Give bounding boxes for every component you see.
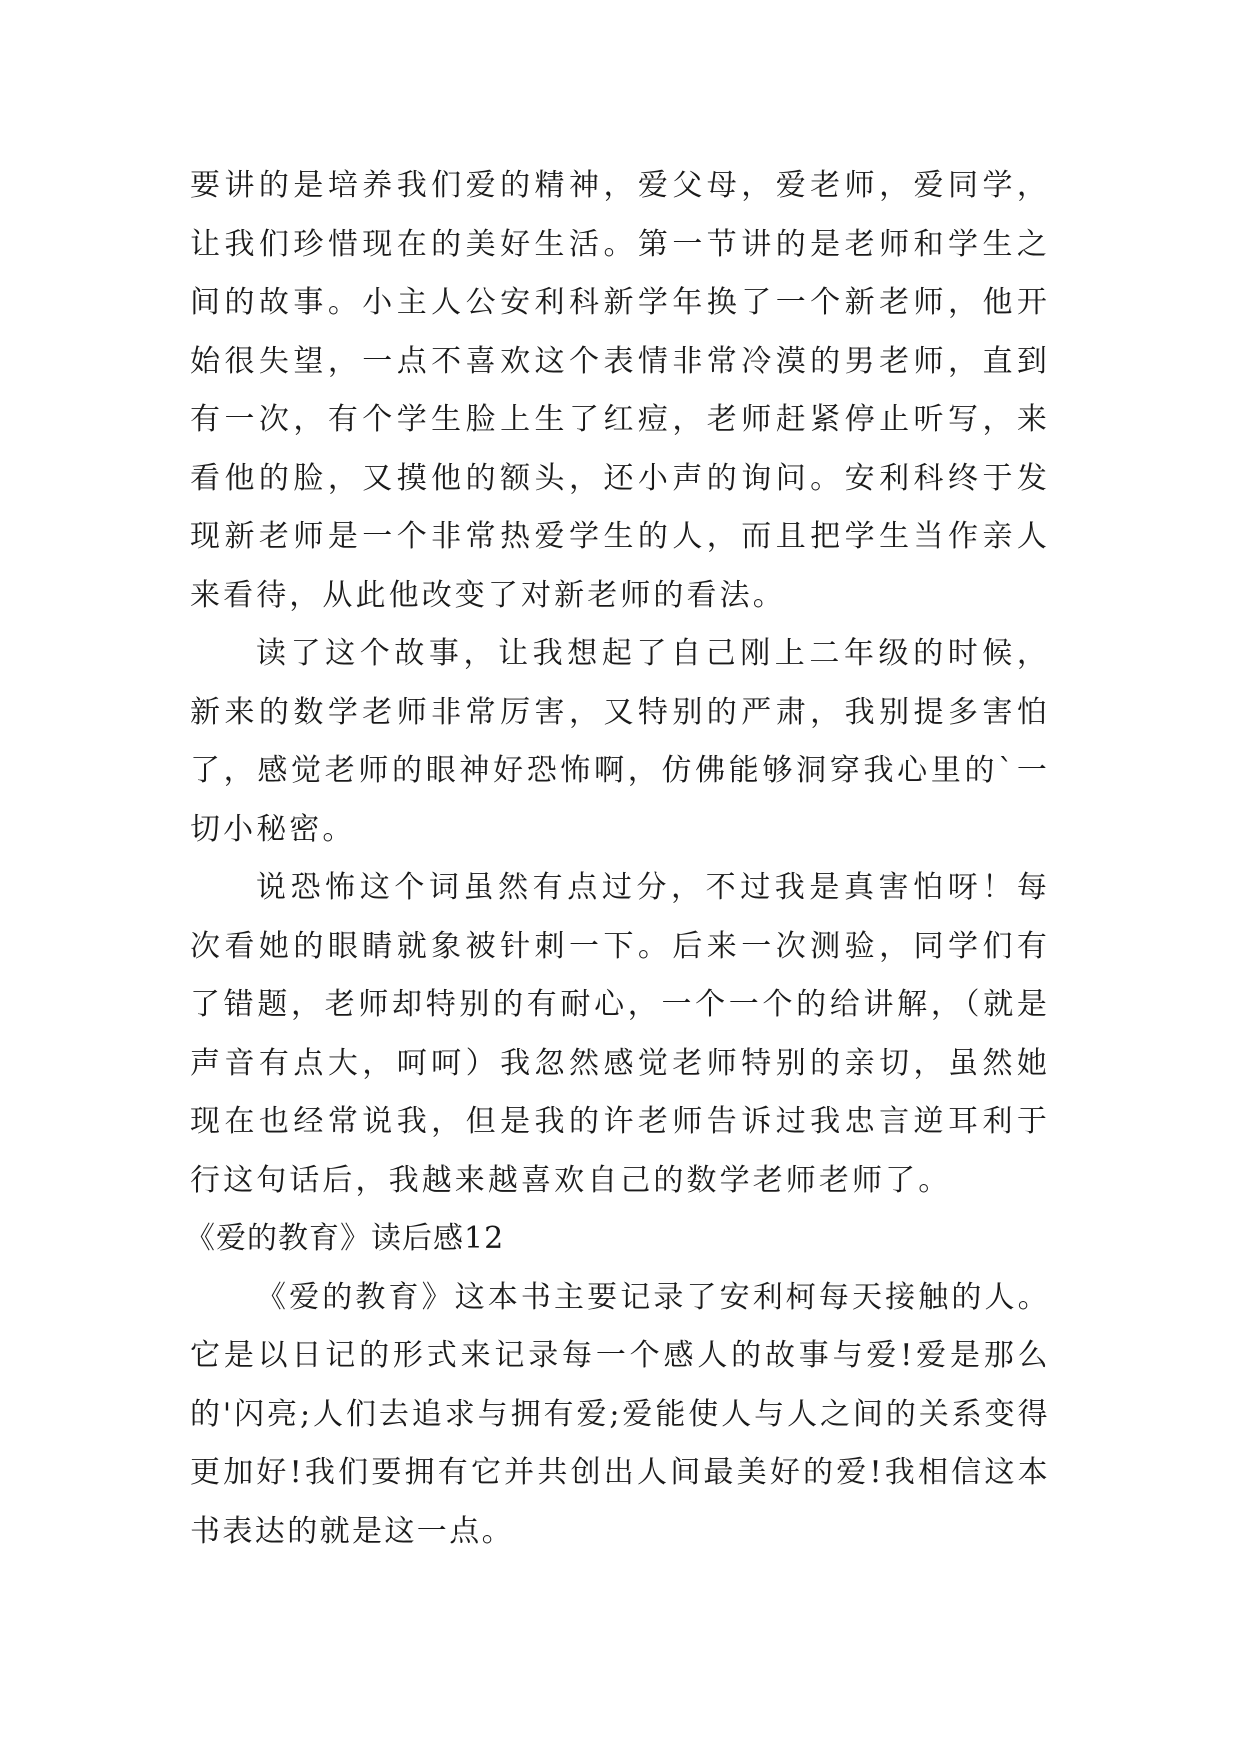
body-paragraph-1: 要讲的是培养我们爱的精神，爱父母，爱老师，爱同学，让我们珍惜现在的美好生活。第一节讲的是老师和学生之间的故事。小主人公安利科新学年换了一个新老师，他开始很失望，一点不喜欢这个表情非常冷漠的男老师，直到有一次，有个学生脸上生了红痘，老师赶紧停止听写，来看他的脸，又摸他的额头，还小声的询问。安利科终于发现新老师是一个非常热爱学生的人，而且把学生当作亲人来看待，从此他改变了对新老师的看法。 bbox=[190, 168, 1050, 613]
document-page bbox=[185, 157, 1050, 1561]
section-heading: 《爱的教育》读后感12 bbox=[185, 1221, 505, 1256]
section-paragraph: 《爱的教育》这本书主要记录了安利柯每天接触的人。它是以日记的形式来记录每一个感人的故事与爱!爱是那么的'闪亮;人们去追求与拥有爱;爱能使人与人之间的关系变得更加好!我们要拥有它并共创出人间最美好的爱!我相信这本书表达的就是这一点。 bbox=[190, 1279, 1050, 1549]
body-paragraph-2: 读了这个故事，让我想起了自己刚上二年级的时候，新来的数学老师非常厉害，又特别的严肃，我别提多害怕了，感觉老师的眼神好恐怖啊，仿佛能够洞穿我心里的`一切小秘密。 bbox=[190, 636, 1050, 847]
body-paragraph-3: 说恐怖这个词虽然有点过分，不过我是真害怕呀！每次看她的眼睛就象被针刺一下。后来一次测验，同学们有了错题，老师却特别的有耐心，一个一个的给讲解，（就是声音有点大，呵呵）我忽然感觉老师特别的亲切，虽然她现在也经常说我，但是我的许老师告诉过我忠言逆耳利于行这句话后，我越来越喜欢自己的数学老师老师了。 bbox=[190, 870, 1050, 1198]
